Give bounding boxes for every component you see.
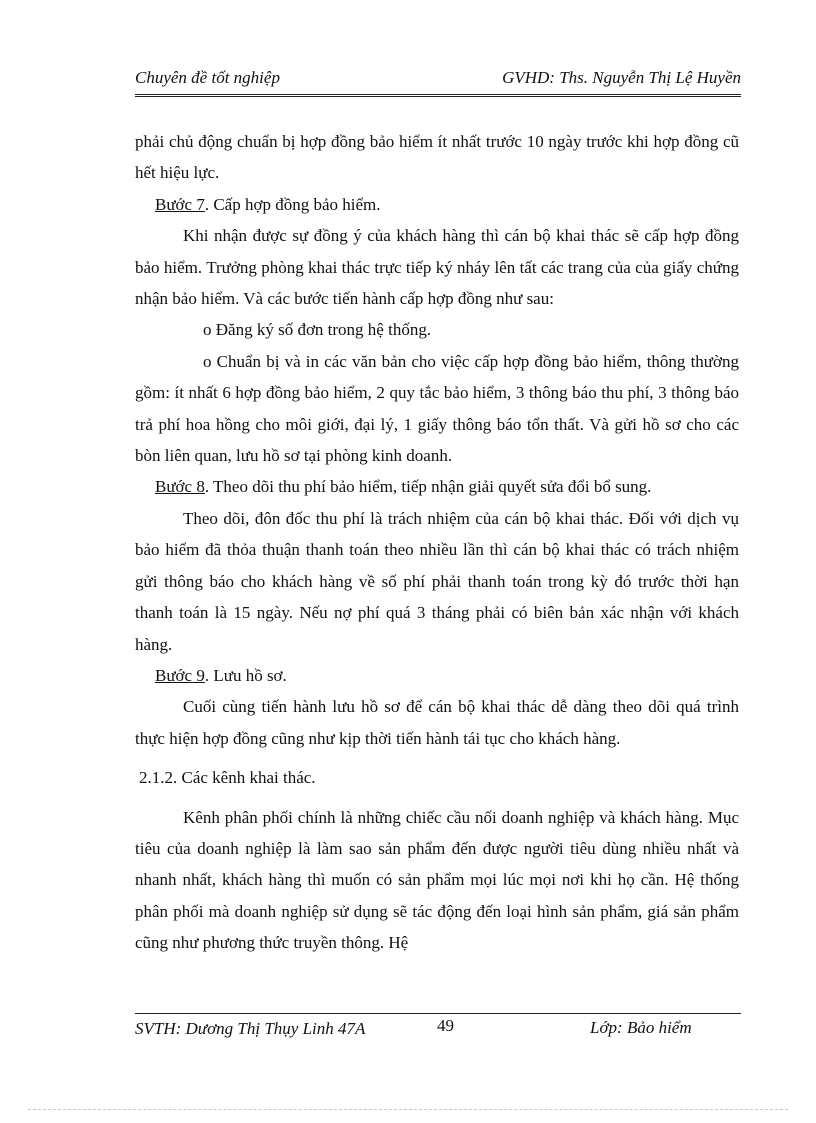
step-9-text: . Lưu hồ sơ.: [204, 665, 287, 685]
paragraph-continuation: phải chủ động chuẩn bị hợp đồng bảo hiểm ít nhất trước 10 ngày trước khi hợp đồng cũ hết hiệu lực.: [135, 132, 739, 183]
step-7-label: Bước 7: [155, 194, 205, 214]
document-body: [135, 126, 739, 959]
step-9-label: Bước 9: [155, 665, 205, 685]
section-heading: 2.1.2. Các kênh khai thác.: [139, 768, 316, 788]
step-7-heading: [155, 189, 739, 220]
bullet-register: o Đăng ký số đơn trong hệ thống.: [203, 320, 432, 340]
step-8-text: . Theo dõi thu phí bảo hiểm, tiếp nhận giải quyết sửa đổi bổ sung.: [204, 477, 652, 497]
footer-student: SVTH: Dương Thị Thụy Linh 47A: [135, 1019, 366, 1038]
step-9-heading: [155, 660, 739, 691]
step-8-label: Bước 8: [155, 477, 205, 497]
page-break-line: [28, 1109, 788, 1110]
bullet-prepare-documents: o Chuẩn bị và in các văn bản cho việc cấp hợp đồng bảo hiểm, thông thường gồm: ít nhất 6 hợp đồng bảo hiểm, 2 quy tắc bảo hiểm, 3 thông báo thu phí, 3 thông báo trả phí hoa hồng cho môi giới, đại lý, 1 giấy thông báo tổn thất. Và gửi hồ sơ cho các bòn liên quan, lưu hồ sơ tại phòng kinh doanh.: [135, 351, 739, 466]
paragraph-distribution-channels: Kênh phân phối chính là những chiếc cầu nối doanh nghiệp và khách hàng. Mục tiêu của doanh nghiệp là làm sao sản phẩm đến được người tiêu dùng nhiều nhất và nhanh nhất, khách hàng thì muốn có sản phẩm mọi lúc mọi nơi khi họ cần. Hệ thống phân phối mà doanh nghiệp sử dụng sẽ tác động đến loại hình sản phẩm, giá sản phẩm cũng như phương thức truyền thông. Hệ: [135, 807, 739, 953]
header-title: Chuyên đề tốt nghiệp: [135, 68, 280, 87]
paragraph-archive: Cuối cùng tiến hành lưu hồ sơ để cán bộ khai thác dễ dàng theo dõi quá trình thực hiện hợp đồng cũng như kịp thời tiến hành tái tục cho khách hàng.: [135, 697, 739, 748]
step-8-heading: [155, 471, 739, 502]
step-7-text: . Cấp hợp đồng bảo hiểm.: [204, 194, 381, 214]
header-advisor: GVHD: Ths. Nguyễn Thị Lệ Huyền: [502, 68, 741, 87]
footer-class: Lớp: Bảo hiểm: [590, 1018, 692, 1037]
page-header: [135, 64, 741, 97]
page-number: 49: [437, 1016, 454, 1035]
page-footer: [135, 1013, 741, 1064]
paragraph-fee-collection: Theo dõi, đôn đốc thu phí là trách nhiệm của cán bộ khai thác. Đối với dịch vụ bảo hiểm đã thỏa thuận thanh toán theo nhiều lần thì cán bộ khai thác có trách nhiệm gửi thông báo cho khách hàng về số phí phải thanh toán trong kỳ đó trước thời hạn thanh toán là 15 ngày. Nếu nợ phí quá 3 tháng phải có biên bản xác nhận với khách hàng.: [135, 508, 739, 654]
paragraph-issue-contract: Khi nhận được sự đồng ý của khách hàng thì cán bộ khai thác sẽ cấp hợp đồng bảo hiểm. Trưởng phòng khai thác trực tiếp ký nháy lên tất các trang của của giấy chứng nhận bảo hiểm. Và các bước tiến hành cấp hợp đồng như sau:: [135, 226, 739, 309]
